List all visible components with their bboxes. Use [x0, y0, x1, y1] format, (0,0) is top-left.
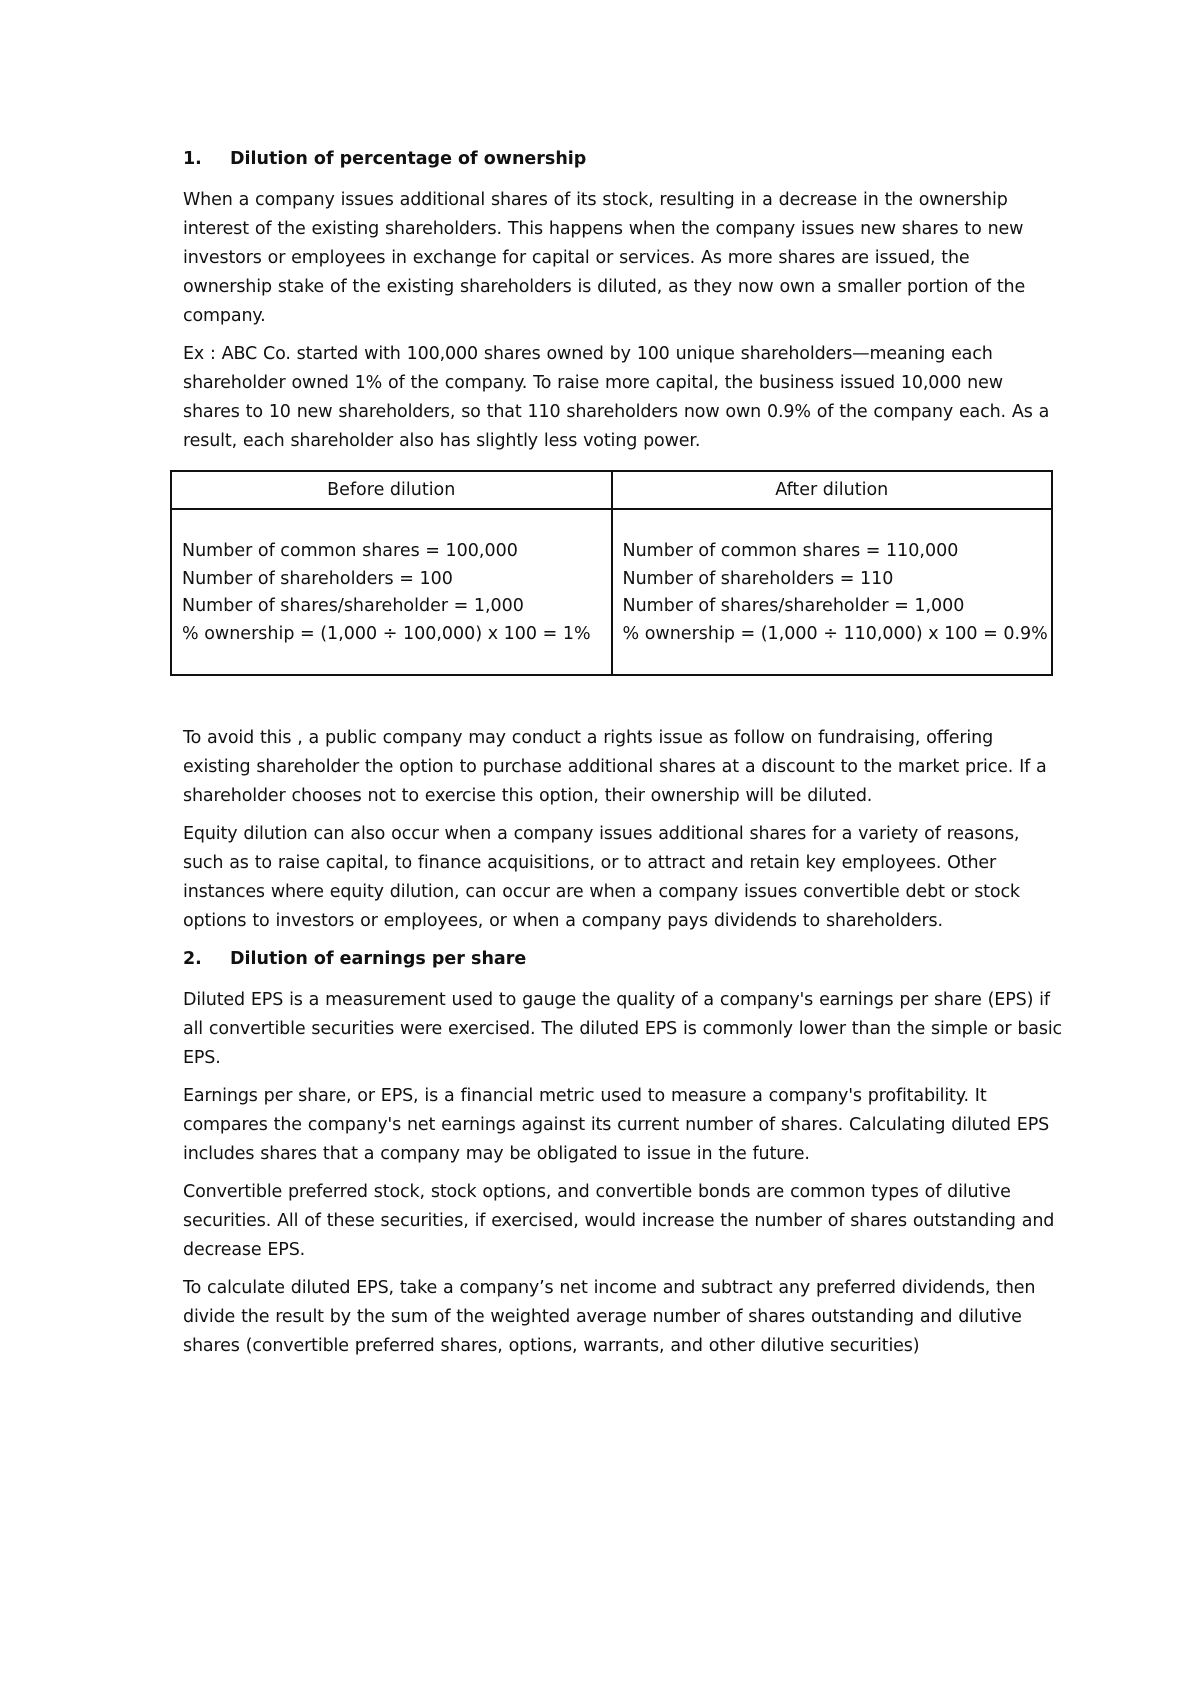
before-dilution-cell: [171, 509, 612, 675]
after-common-shares: Number of common shares = 110,000: [622, 541, 959, 561]
dilution-table-wrapper: [170, 470, 1053, 676]
diluted-eps-paragraph: Diluted EPS is a measurement used to gauge the quality of a company's earnings per share (EPS) if all convertible securities were exercised. The diluted EPS is commonly lower than the simple or basic EPS.: [183, 990, 1063, 1068]
header-after-dilution: After dilution: [612, 471, 1053, 509]
section-2-heading: [183, 945, 1063, 974]
section-1-paragraph: When a company issues additional shares of its stock, resulting in a decrease in the ownership interest of the existing shareholders. This happens when the company issues new shares to new investors or employees in exchange for capital or services. As more shares are issued, the ownership stake of the existing shareholders is diluted, as they now own a smaller portion of the company.: [183, 190, 1026, 326]
calculate-diluted-eps-paragraph: To calculate diluted EPS, take a company’s net income and subtract any preferred dividends, then divide the result by the sum of the weighted average number of shares outstanding and dilutive shares (convertible preferred shares, options, warrants, and other dilutive securities): [183, 1278, 1036, 1356]
table-header-row: [171, 471, 1052, 509]
after-shareholders: Number of shareholders = 110: [622, 568, 894, 589]
after-dilution-cell: [612, 509, 1053, 675]
dilution-comparison-table: [170, 470, 1053, 676]
section-1-heading: [183, 145, 1063, 174]
dilutive-securities-paragraph: Convertible preferred stock, stock options, and convertible bonds are common types of dilutive securities. All of these securities, if exercised, would increase the number of shares outstanding and decrease EPS.: [183, 1182, 1055, 1260]
section-1-example-paragraph: Ex : ABC Co. started with 100,000 shares owned by 100 unique shareholders—meaning each shareholder owned 1% of the company. To raise more capital, the business issued 10,000 new shares to 10 new shareholders, so that 110 shareholders now own 0.9% of the company each. As a result, each shareholder also has slightly less voting power.: [183, 344, 1050, 451]
eps-definition-paragraph: Earnings per share, or EPS, is a financial metric used to measure a company's profitability. It compares the company's net earnings against its current number of shares. Calculating diluted EPS includes shares that a company may be obligated to issue in the future.: [183, 1086, 1050, 1164]
before-ownership: % ownership = (1,000 ÷ 100,000) x 100 = 1%: [182, 623, 591, 644]
before-shareholders: Number of shareholders = 100: [182, 568, 453, 589]
section-2-title: Dilution of earnings per share: [230, 949, 527, 969]
section-1-continued: [183, 724, 1063, 936]
before-common-shares: Number of common shares = 100,000: [182, 541, 518, 561]
section-2-number: 2.: [183, 949, 202, 969]
section-1-number: 1.: [183, 149, 202, 169]
after-ownership: % ownership = (1,000 ÷ 110,000) x 100 = 0.9%: [622, 623, 1048, 644]
after-shares-per-shareholder: Number of shares/shareholder = 1,000: [622, 596, 965, 616]
section-1-title: Dilution of percentage of ownership: [230, 149, 587, 169]
before-shares-per-shareholder: Number of shares/shareholder = 1,000: [182, 596, 524, 616]
table-row: [171, 509, 1052, 675]
equity-dilution-paragraph: Equity dilution can also occur when a company issues additional shares for a variety of reasons, such as to raise capital, to finance acquisitions, or to attract and retain key employees. Other instances where equity dilution, can occur are when a company issues convertible debt or stock options to investors or employees, or when a company pays dividends to shareholders.: [183, 824, 1020, 931]
document-body: [183, 145, 1063, 1370]
rights-issue-paragraph: To avoid this , a public company may conduct a rights issue as follow on fundraising, offering existing shareholder the option to purchase additional shares at a discount to the market price. If a shareholder chooses not to exercise this option, their ownership will be diluted.: [183, 728, 1047, 806]
header-before-dilution: Before dilution: [171, 471, 612, 509]
